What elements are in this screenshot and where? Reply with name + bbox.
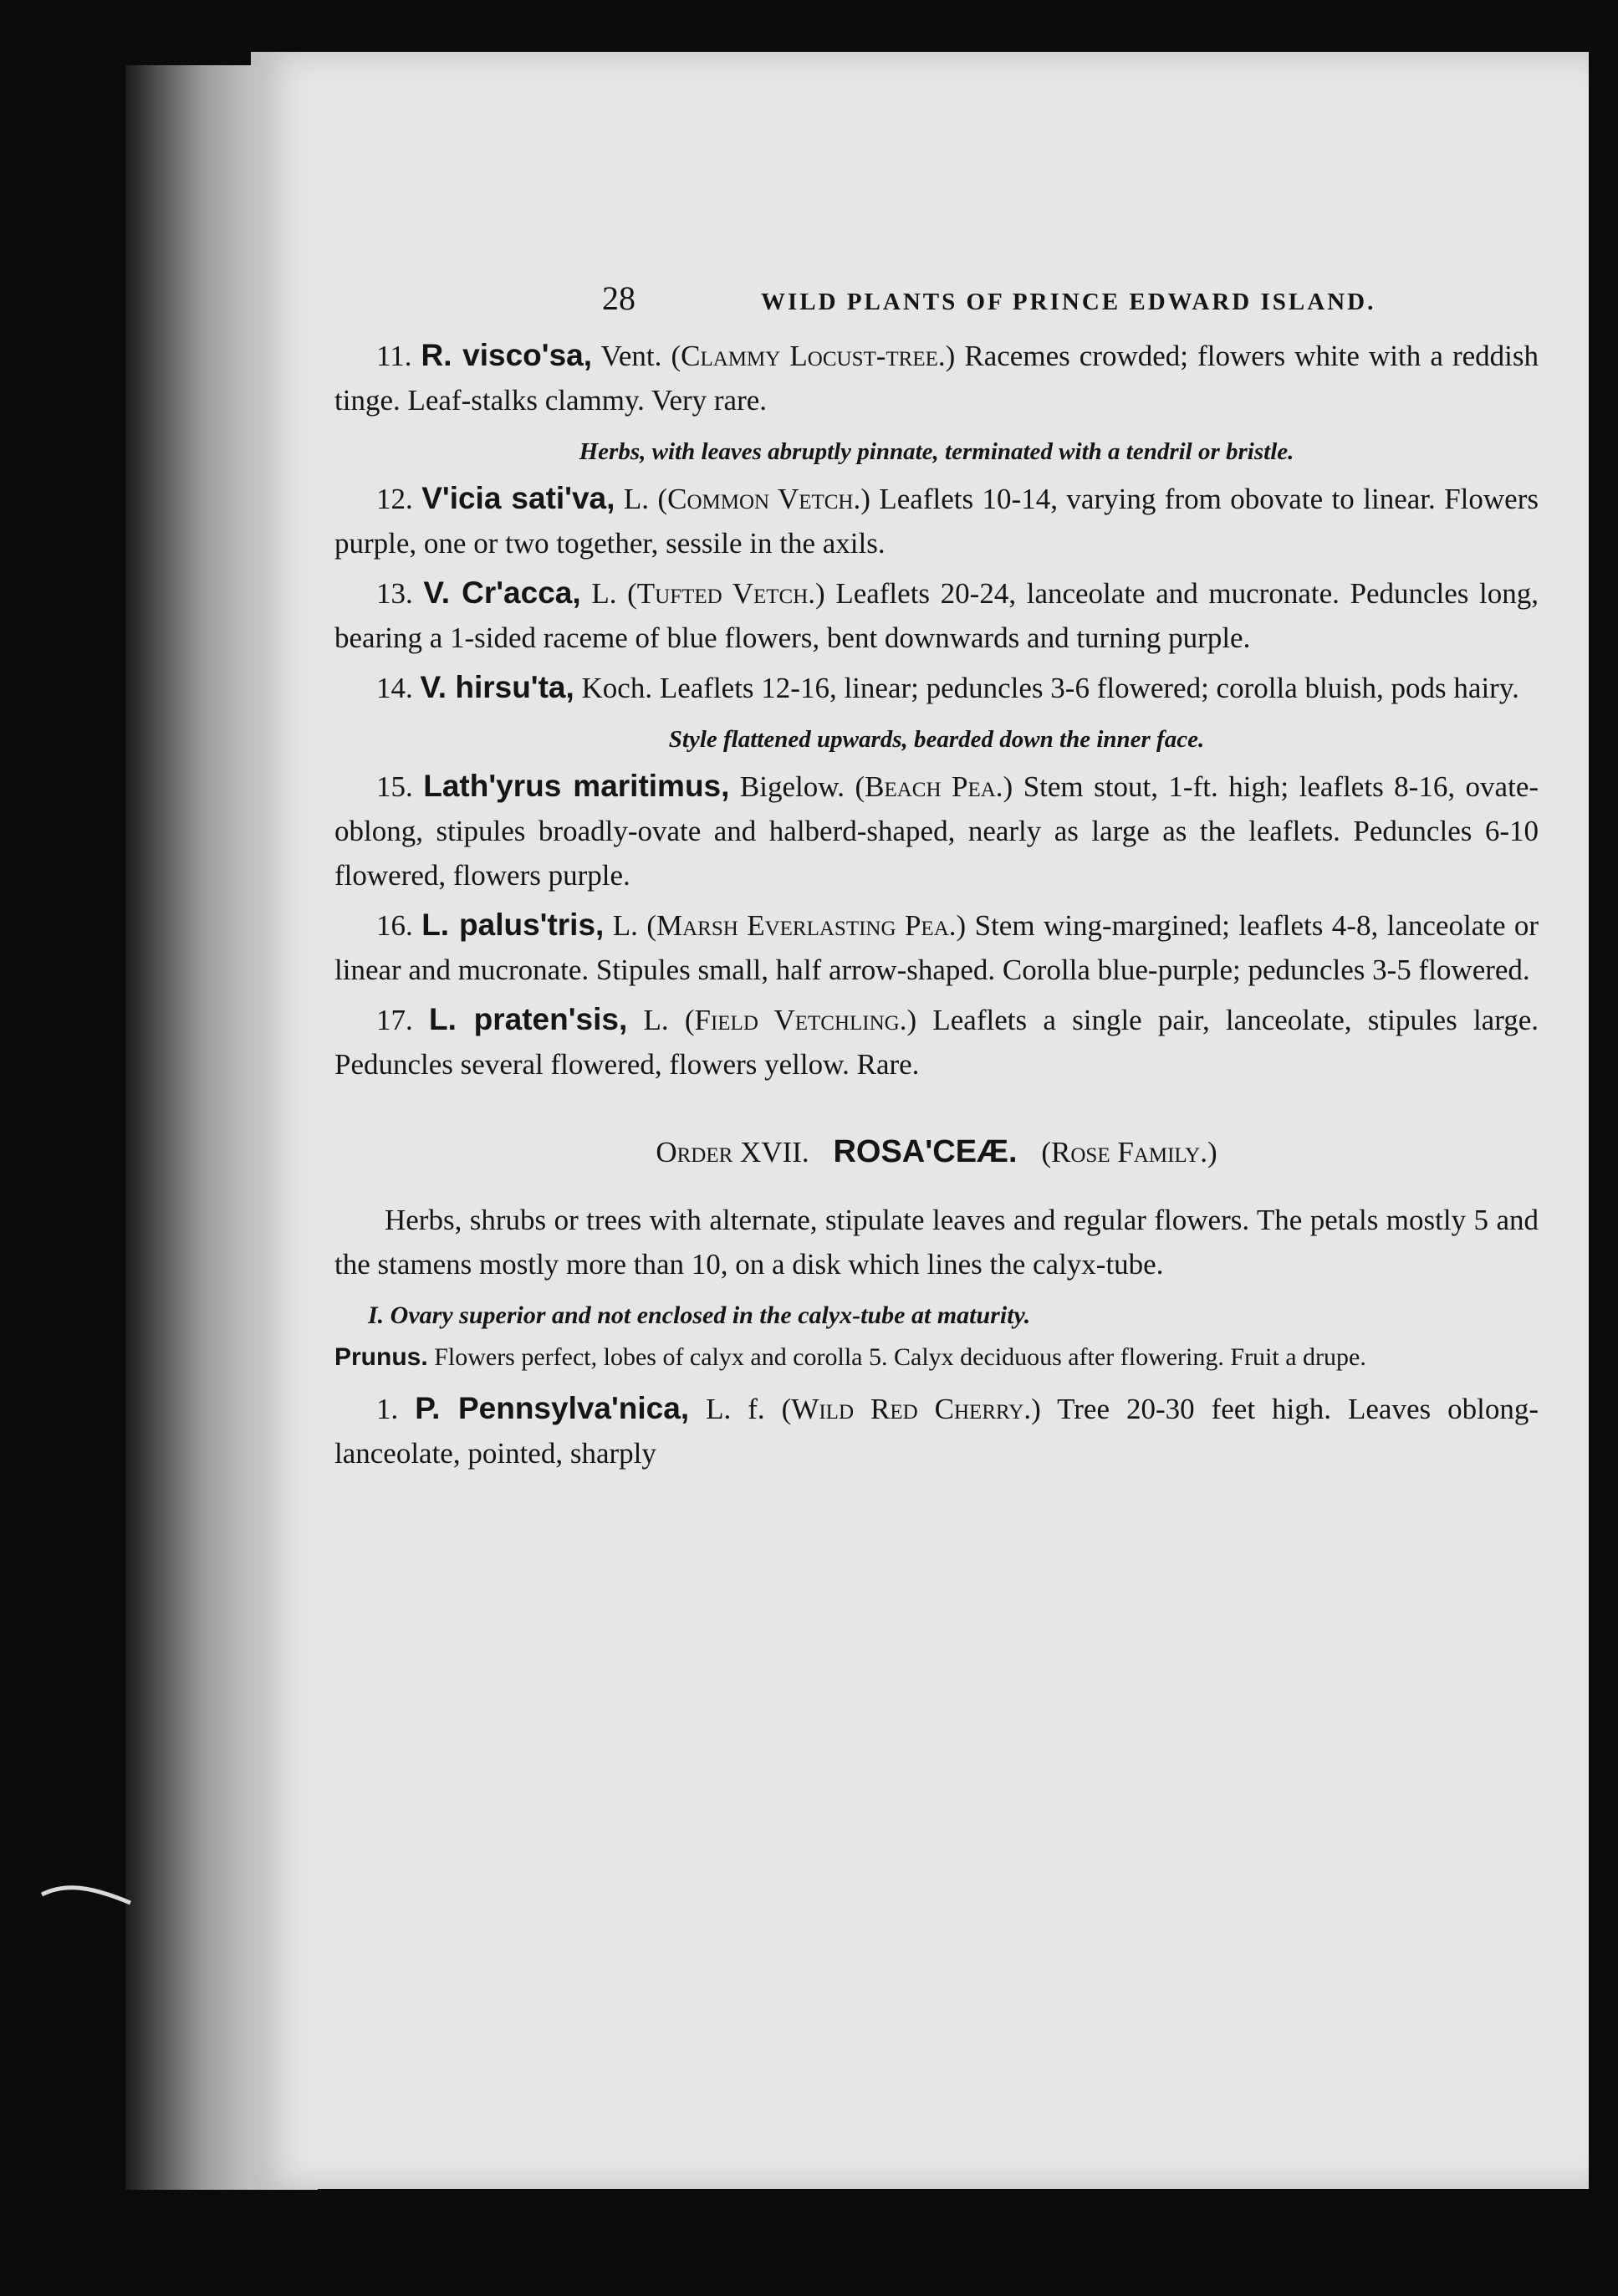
species-entry	[334, 997, 1539, 1087]
species-entry	[334, 764, 1539, 897]
authority: Vent.	[600, 340, 662, 372]
common-name: (Common Vetch.)	[657, 483, 870, 515]
species-name: V. Cr'acca,	[423, 575, 581, 610]
species-name: V'icia sati'va,	[421, 481, 615, 515]
family-common-name: (Rose Family.)	[1041, 1136, 1217, 1168]
authority: L.	[623, 483, 650, 515]
authority: Bigelow.	[739, 770, 845, 803]
page-header	[602, 276, 1539, 325]
common-name: (Clammy Locust-tree.)	[671, 340, 956, 372]
running-title: WILD PLANTS OF PRINCE EDWARD ISLAND.	[761, 289, 1376, 315]
species-entry	[334, 903, 1539, 992]
authority: L.	[591, 577, 617, 610]
species-name: R. visco'sa,	[421, 338, 593, 372]
description: Stem wing-margined; leaflets 4-8, lanceolate or linear and mucronate. Stipules small, half arrow-shaped. Corolla blue-purple; peduncles 3-5 flowered.	[334, 909, 1539, 986]
common-name: (Tufted Vetch.)	[627, 577, 825, 610]
entry-number: 1.	[376, 1393, 399, 1425]
order-heading	[334, 1130, 1539, 1174]
description: Leaflets 20-24, lanceolate and mucronate. Peduncles long, bearing a 1-sided raceme of blue flowers, bent downwards and turning purple.	[334, 577, 1539, 654]
subsection-heading: I. Ovary superior and not enclosed in the calyx-tube at maturity.	[368, 1301, 1031, 1329]
common-name: (Beach Pea.)	[855, 770, 1013, 803]
group-heading: Style flattened upwards, bearded down the inner face.	[668, 726, 1205, 753]
description: Racemes crowded; flowers white with a reddish tinge. Leaf-stalks clammy. Very rare.	[334, 340, 1539, 417]
authority: L.	[643, 1004, 669, 1036]
species-name: V. hirsu'ta,	[420, 670, 574, 704]
description: Leaflets 12-16, linear; peduncles 3-6 flowered; corolla bluish, pods hairy.	[659, 672, 1519, 704]
entry-number: 12.	[376, 483, 413, 515]
authority: L. f.	[706, 1393, 765, 1425]
genus-name: Prunus.	[334, 1343, 428, 1371]
description: Tree 20-30 feet high. Leaves oblong-lanceolate, pointed, sharply	[334, 1393, 1539, 1470]
entry-number: 13.	[376, 577, 413, 610]
species-entry	[334, 665, 1539, 710]
common-name: (Wild Red Cherry.)	[781, 1393, 1041, 1425]
species-name: L. praten'sis,	[428, 1002, 628, 1036]
description: Leaflets 10-14, varying from obovate to linear. Flowers purple, one or two together, sessile in the axils.	[334, 483, 1539, 560]
species-name: P. Pennsylva'nica,	[415, 1391, 690, 1425]
page-number: 28	[602, 279, 635, 317]
entry-number: 11.	[376, 340, 412, 372]
species-entry	[334, 333, 1539, 422]
genus-description: Flowers perfect, lobes of calyx and corolla 5. Calyx deciduous after flowering. Fruit a drupe.	[434, 1343, 1366, 1371]
common-name: (Field Vetchling.)	[684, 1004, 917, 1036]
species-name: Lath'yrus maritimus,	[423, 769, 730, 803]
entry-number: 16.	[376, 909, 413, 942]
species-entry	[334, 476, 1539, 565]
species-entry	[334, 1386, 1539, 1475]
genus-entry	[334, 1341, 1539, 1374]
order-label: Order XVII.	[656, 1136, 809, 1168]
entry-number: 15.	[376, 770, 413, 803]
page-text	[334, 276, 1539, 1480]
order-description: Herbs, shrubs or trees with alternate, stipulate leaves and regular flowers. The petals mostly 5 and the stamens mostly more than 10, on a disk which lines the calyx-tube.	[334, 1204, 1539, 1281]
description: Leaflets a single pair, lanceolate, stipules large. Peduncles several flowered, flowers yellow. Rare.	[334, 1004, 1539, 1081]
entry-number: 17.	[376, 1004, 413, 1036]
common-name: (Marsh Everlasting Pea.)	[646, 909, 967, 942]
description: Stem stout, 1-ft. high; leaflets 8-16, ovate-oblong, stipules broadly-ovate and halberd-shaped, nearly as large as the leaflets. Peduncles 6-10 flowered, flowers purple.	[334, 770, 1539, 892]
group-heading: Herbs, with leaves abruptly pinnate, terminated with a tendril or bristle.	[579, 438, 1294, 465]
authority: Koch.	[581, 672, 653, 704]
authority: L.	[612, 909, 638, 942]
species-entry	[334, 570, 1539, 660]
entry-number: 14.	[376, 672, 413, 704]
family-name: ROSA'CEÆ.	[833, 1134, 1018, 1169]
margin-smudge-mark	[40, 1878, 132, 1908]
species-name: L. palus'tris,	[421, 908, 605, 942]
